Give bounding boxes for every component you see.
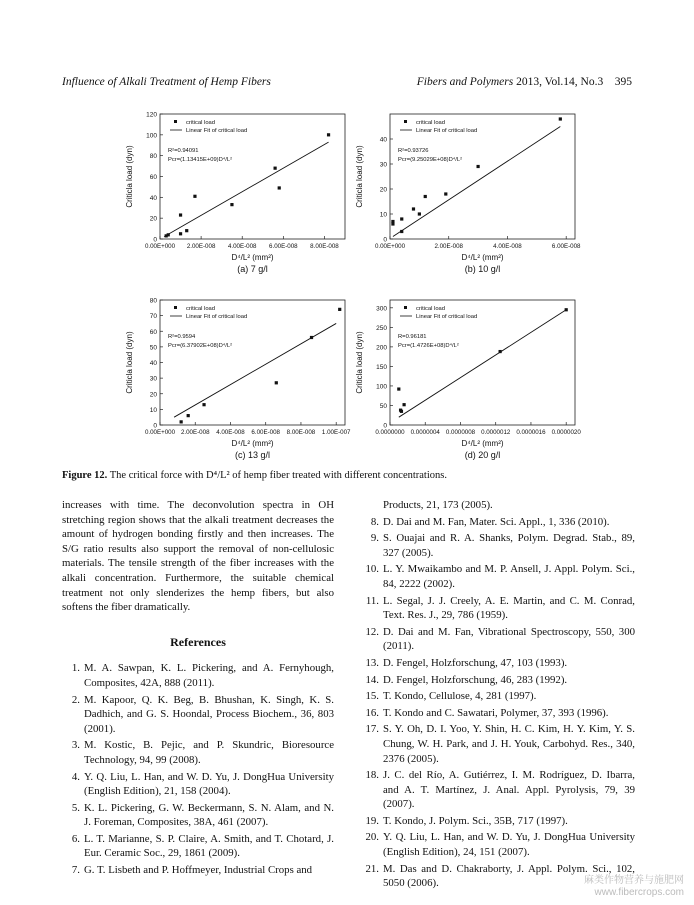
- reference-text: M. A. Sawpan, K. L. Pickering, and A. Fernyhough, Composites, 42A, 888 (2011).: [84, 662, 334, 689]
- left-column: [62, 498, 334, 880]
- y-tick-label: 200: [376, 344, 387, 352]
- reference-text: G. T. Lisbeth and P. Hoffmeyer, Industrial Crops and: [84, 864, 313, 877]
- reference-number: 17.: [365, 723, 379, 736]
- fit-annotation: Pcr=(9.25029E+08)D⁴/L²: [398, 157, 463, 163]
- y-tick-label: 40: [149, 360, 157, 367]
- right-column: [361, 498, 635, 893]
- fit-annotation: R=0.96181: [398, 334, 427, 340]
- y-tick-label: 30: [149, 375, 157, 383]
- reference-text: T. Kondo and C. Sawatari, Polymer, 37, 393 (1996).: [383, 706, 609, 719]
- data-point: [499, 350, 502, 353]
- legend-label: Linear Fit of critical load: [416, 314, 478, 320]
- data-point: [179, 213, 182, 216]
- y-tick-label: 50: [379, 402, 387, 410]
- x-tick-label: 6.00E-008: [551, 243, 581, 250]
- y-tick-label: 20: [379, 186, 387, 194]
- reference-number: 11.: [365, 594, 379, 607]
- data-point: [310, 336, 313, 339]
- data-point: [476, 165, 479, 168]
- x-tick-label: 0.00E+000: [374, 243, 406, 250]
- x-tick-label: 0.00E+000: [144, 243, 176, 250]
- chart-title: (b) 10 g/l: [464, 264, 501, 274]
- y-axis-label: Criticla load (dyn): [125, 145, 134, 208]
- page-number: 395: [614, 76, 632, 88]
- journal-name: Fibers and Polymers: [416, 76, 514, 88]
- x-tick-label: 0.0000016: [516, 429, 546, 436]
- fit-line: [393, 127, 560, 237]
- reference-text: M. Das and D. Chakraborty, J. Appl. Polym. Sci., 102, 5050 (2006).: [383, 862, 635, 890]
- reference-text: S. Ouajai and R. A. Shanks, Polym. Degrad. Stab., 89, 327 (2005).: [383, 532, 635, 559]
- chart-panel-a: [110, 104, 360, 294]
- y-tick-label: 60: [149, 328, 157, 336]
- data-point: [400, 410, 403, 413]
- legend-label: Linear Fit of critical load: [416, 128, 478, 134]
- legend-marker: [174, 306, 177, 309]
- y-tick-label: 0: [383, 236, 387, 244]
- y-axis-label: Criticla load (dyn): [355, 145, 364, 208]
- legend-label: critical load: [416, 306, 445, 312]
- y-tick-label: 60: [149, 174, 157, 181]
- figure-caption: [62, 470, 642, 481]
- fit-annotation: Pcr=(6.37902E+08)D⁴/L²: [168, 343, 233, 349]
- x-axis-label: D⁴/L² (mm²): [231, 253, 274, 262]
- y-tick-label: 100: [146, 132, 157, 140]
- data-point: [167, 233, 170, 236]
- reference-number: 20.: [365, 831, 379, 844]
- reference-item: [361, 562, 635, 591]
- y-tick-label: 10: [149, 406, 157, 414]
- x-tick-label: 6.00E-008: [269, 243, 298, 250]
- data-point: [180, 420, 183, 423]
- reference-number: 16.: [365, 706, 379, 719]
- x-tick-label: 0.00E+000: [144, 429, 176, 436]
- data-point: [400, 217, 403, 220]
- reference-item: [361, 722, 635, 766]
- y-axis-label: Criticla load (dyn): [355, 331, 364, 394]
- data-point: [185, 229, 188, 232]
- data-point: [275, 381, 278, 384]
- reference-number: 14.: [365, 673, 379, 686]
- reference-number: 9.: [370, 532, 379, 545]
- data-point: [391, 222, 394, 225]
- y-tick-label: 30: [379, 161, 387, 169]
- y-tick-label: 70: [149, 313, 157, 321]
- fit-annotation: R²=0.9594: [168, 334, 196, 340]
- data-point: [424, 195, 427, 198]
- x-tick-label: 4.00E-008: [493, 243, 522, 250]
- x-tick-label: 6.00E-008: [251, 429, 280, 436]
- reference-item: [62, 801, 334, 830]
- x-tick-label: 0.0000000: [375, 429, 405, 436]
- y-tick-label: 10: [379, 211, 387, 219]
- x-axis-label: D⁴/L² (mm²): [231, 439, 274, 448]
- y-tick-label: 50: [149, 344, 157, 352]
- watermark-line-2: www.fibercrops.com: [594, 887, 684, 898]
- reference-number: 19.: [365, 814, 379, 827]
- reference-item: [361, 706, 635, 721]
- reference-number: 3.: [71, 739, 80, 752]
- fit-annotation: R²=0.93726: [398, 148, 429, 154]
- figure-caption-text: The critical force with D⁴/L² of hemp fiber treated with different concentrations.: [107, 470, 447, 481]
- x-tick-label: 0.0000004: [410, 429, 440, 436]
- y-tick-label: 20: [149, 215, 157, 223]
- running-head-title: Influence of Alkali Treatment of Hemp Fibers: [62, 76, 271, 88]
- reference-number: 15.: [365, 690, 379, 703]
- reference-text: M. Kapoor, Q. K. Beg, B. Bhushan, K. Singh, K. S. Dadhich, and G. S. Hoondal, Process Biochem., 36, 803 (2001).: [84, 693, 334, 735]
- x-tick-label: 8.00E-008: [310, 243, 339, 250]
- data-point: [179, 232, 182, 235]
- reference-number: 21.: [365, 862, 379, 875]
- reference-item: [62, 863, 334, 878]
- reference-continuation: Products, 21, 173 (2005).: [383, 499, 493, 511]
- data-point: [444, 192, 447, 195]
- chart-title: (c) 13 g/l: [234, 450, 271, 460]
- references-heading: References: [170, 634, 226, 649]
- x-tick-label: 1.00E-007: [321, 429, 351, 436]
- y-axis-label: Criticla load (dyn): [125, 331, 134, 394]
- y-tick-label: 300: [376, 305, 387, 313]
- chart-title: (d) 20 g/l: [464, 450, 501, 460]
- fit-annotation: Pcr=(1.13415E+09)D⁴/L²: [168, 157, 233, 163]
- chart-panel-b: [340, 104, 590, 294]
- legend-marker: [404, 120, 407, 123]
- legend-label: Linear Fit of critical load: [186, 128, 248, 134]
- reference-number: 2.: [71, 693, 80, 706]
- body-paragraph: increases with time. The deconvolution spectra in OH stretching region shows that the alkali treatment decreases the amount of hydrogen bonding firstly and then increases. The S/G ratio results also support the removal of non-cellulosic materials. The tensile strength of the fiber increases with the alkali concentration. Furthermore, the suitable chemical treatment not only slenderizes the hemp fibers, but also softens the fiber dramatically.: [62, 499, 334, 614]
- reference-text: L. T. Marianne, S. P. Claire, A. Smith, and T. Chotard, J. Eur. Ceramic Soc., 29, 1861 (2009).: [84, 832, 334, 860]
- chart-a-svg: [110, 104, 360, 294]
- reference-text: J. C. del Río, A. Gutiérrez, I. M. Rodríguez, D. Ibarra, and A. T. Martínez, J. Anal. Appl. Pyrolysis, 79, 39 (2007).: [383, 769, 635, 811]
- reference-item: [62, 693, 334, 737]
- reference-text: D. Fengel, Holzforschung, 46, 283 (1992).: [383, 673, 568, 686]
- reference-text: M. Kostic, B. Pejic, and P. Skundric, Bioresource Technology, 94, 99 (2008).: [84, 739, 334, 766]
- reference-text: K. L. Pickering, G. W. Beckermann, S. N. Alam, and N. J. Foreman, Composites, 38A, 461 (2007).: [84, 801, 334, 829]
- x-tick-label: 2.00E-008: [186, 243, 216, 250]
- legend-marker: [404, 306, 407, 309]
- reference-number: 18.: [365, 769, 379, 782]
- watermark-line-1: 麻类作物营养与施肥网: [584, 875, 684, 886]
- journal-issue: 2013, Vol.14, No.3: [513, 76, 604, 88]
- reference-item: [361, 531, 635, 560]
- reference-item: [62, 738, 334, 767]
- legend-label: critical load: [186, 120, 215, 126]
- reference-text: D. Dai and M. Fan, Mater. Sci. Appl., 1, 336 (2010).: [383, 515, 610, 528]
- fit-annotation: Pcr=(1.4726E+08)D⁴/L²: [398, 343, 459, 349]
- data-point: [187, 414, 190, 417]
- x-tick-label: 8.00E-008: [286, 429, 316, 436]
- y-tick-label: 20: [149, 391, 157, 399]
- figure-caption-label: Figure 12.: [62, 470, 108, 481]
- reference-item: [361, 515, 635, 530]
- chart-d-svg: [340, 290, 590, 480]
- chart-title: (a) 7 g/l: [237, 264, 268, 274]
- references-list-right: [361, 515, 635, 891]
- reference-number: 5.: [71, 801, 80, 814]
- chart-panel-c: [110, 290, 360, 480]
- chart-c-svg: [110, 290, 360, 480]
- reference-text: L. Segal, J. J. Creely, A. E. Martin, and C. M. Conrad, Text. Res. J., 29, 786 (1959).: [383, 594, 635, 622]
- y-tick-label: 40: [379, 136, 387, 144]
- reference-item: [62, 770, 334, 799]
- reference-text: Y. Q. Liu, L. Han, and W. D. Yu, J. DongHua University (English Edition), 21, 158 (2004).: [84, 770, 334, 798]
- y-tick-label: 80: [149, 153, 157, 161]
- reference-text: D. Dai and M. Fan, Vibrational Spectroscopy, 550, 300 (2011).: [383, 625, 635, 653]
- reference-number: 13.: [365, 656, 379, 669]
- x-tick-label: 0.0000008: [445, 429, 476, 436]
- data-point: [400, 230, 403, 233]
- y-tick-label: 80: [149, 297, 157, 305]
- reference-item: [361, 673, 635, 688]
- data-point: [278, 186, 281, 189]
- legend-marker: [174, 120, 177, 123]
- data-point: [402, 403, 405, 406]
- data-point: [327, 133, 330, 136]
- legend-label: critical load: [416, 120, 445, 126]
- x-tick-label: 0.0000020: [551, 429, 581, 436]
- data-point: [274, 167, 277, 170]
- y-tick-label: 150: [376, 363, 387, 371]
- y-tick-label: 100: [376, 383, 387, 391]
- chart-b-svg: [340, 104, 590, 294]
- reference-item: [62, 832, 334, 861]
- reference-number: 4.: [71, 770, 80, 783]
- running-head-journal: [417, 76, 632, 88]
- x-tick-label: 2.00E-008: [434, 243, 464, 250]
- data-point: [412, 207, 415, 210]
- data-point: [230, 203, 233, 206]
- x-tick-label: 4.00E-008: [227, 243, 257, 250]
- reference-item: [361, 689, 635, 704]
- y-tick-label: 120: [146, 111, 157, 119]
- data-point: [418, 212, 421, 215]
- legend-label: Linear Fit of critical load: [186, 314, 248, 320]
- fit-line: [399, 310, 566, 417]
- y-tick-label: 0: [153, 236, 157, 244]
- reference-number: 10.: [365, 563, 379, 576]
- legend-label: critical load: [186, 306, 215, 312]
- y-tick-label: 250: [376, 324, 387, 332]
- reference-text: S. Y. Oh, D. I. Yoo, Y. Shin, H. C. Kim, H. Y. Kim, Y. S. Chung, W. H. Park, and J. H. Youk, Carbohyd. Res., 340, 2376 (2005).: [383, 723, 635, 765]
- reference-text: L. Y. Mwaikambo and M. P. Ansell, J. Appl. Polym. Sci., 84, 2222 (2002).: [383, 563, 635, 590]
- reference-text: D. Fengel, Holzforschung, 47, 103 (1993).: [383, 656, 568, 669]
- references-list-left: [62, 661, 334, 877]
- x-tick-label: 2.00E-008: [180, 429, 210, 436]
- x-axis-label: D⁴/L² (mm²): [461, 253, 504, 262]
- chart-panel-d: [340, 290, 590, 480]
- data-point: [193, 195, 196, 198]
- y-tick-label: 40: [149, 194, 157, 202]
- data-point: [202, 403, 205, 406]
- reference-text: Y. Q. Liu, L. Han, and W. D. Yu, J. DongHua University (English Edition), 24, 151 (2007).: [383, 831, 635, 859]
- reference-number: 8.: [370, 515, 379, 528]
- x-tick-label: 4.00E-008: [216, 429, 245, 436]
- reference-item: [361, 814, 635, 829]
- reference-item: [361, 656, 635, 671]
- x-axis-label: D⁴/L² (mm²): [461, 439, 504, 448]
- x-tick-label: 0.0000012: [481, 429, 511, 436]
- reference-text: T. Kondo, J. Polym. Sci., 35B, 717 (1997).: [383, 814, 568, 827]
- reference-item: [361, 625, 635, 654]
- y-tick-label: 0: [153, 422, 157, 430]
- reference-number: 1.: [71, 662, 80, 675]
- data-point: [559, 117, 562, 120]
- fit-annotation: R²=0.94091: [168, 148, 199, 154]
- reference-number: 6.: [71, 832, 80, 845]
- reference-number: 12.: [365, 625, 379, 638]
- watermark: [584, 875, 684, 899]
- data-point: [565, 308, 568, 311]
- reference-number: 7.: [71, 864, 80, 877]
- reference-text: T. Kondo, Cellulose, 4, 281 (1997).: [383, 690, 537, 703]
- y-tick-label: 0: [383, 422, 387, 430]
- reference-item: [62, 661, 334, 690]
- reference-item: [361, 768, 635, 812]
- data-point: [397, 387, 400, 390]
- reference-item: [361, 594, 635, 623]
- reference-item: [361, 830, 635, 859]
